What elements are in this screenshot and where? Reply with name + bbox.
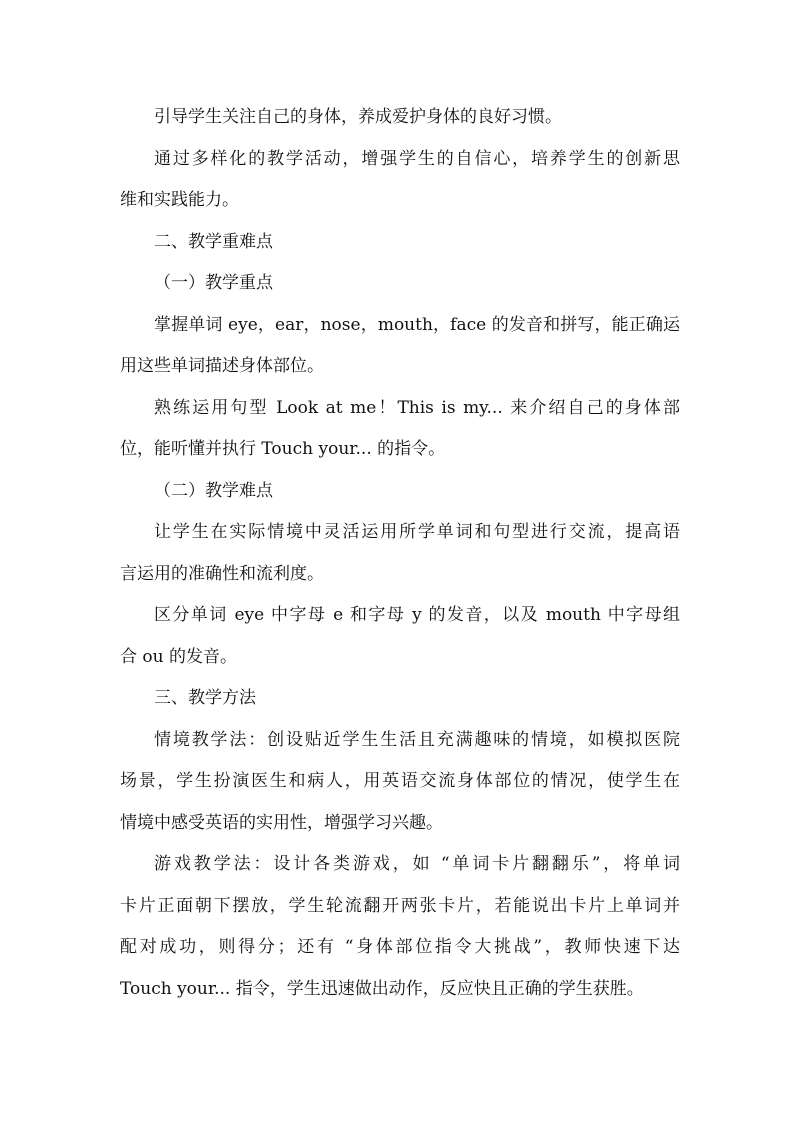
section-heading-teaching-methods: 三、教学方法: [154, 688, 256, 708]
paragraph-situational-method-line-3: 情境中感受英语的实用性，增强学习兴趣。: [120, 812, 443, 833]
paragraph-goal-habit-line-1: 引导学生关注自己的身体，养成爱护身体的良好习惯。: [154, 107, 562, 127]
paragraph-flexible-use-line-1: 让学生在实际情境中灵活运用所学单词和句型进行交流，提高语: [154, 522, 680, 542]
section-heading-key-difficult-points: 二、教学重难点: [154, 231, 273, 252]
paragraph-pronunciation-line-1: 区分单词 eye 中字母 e 和字母 y 的发音，以及 mouth 中字母组: [154, 605, 680, 625]
paragraph-flexible-use-line-2: 言运用的准确性和流利度。: [120, 563, 324, 584]
paragraph-vocabulary-line-1: 掌握单词 eye，ear，nose，mouth，face 的发音和拼写，能正确运: [154, 314, 680, 335]
paragraph-situational-method-line-2: 场景，学生扮演医生和病人，用英语交流身体部位的情况，使学生在: [120, 771, 680, 791]
paragraph-game-method-line-4: Touch your... 指令，学生迅速做出动作，反应快且正确的学生获胜。: [120, 978, 644, 999]
paragraph-vocabulary-line-2: 用这些单词描述身体部位。: [120, 356, 324, 376]
document-page: [120, 100, 680, 1013]
subsection-heading-key-points: （一）教学重点: [154, 273, 273, 293]
paragraph-goal-confidence-line-1: 通过多样化的教学活动，增强学生的自信心，培养学生的创新思: [154, 148, 680, 169]
paragraph-situational-method-line-1: 情境教学法：创设贴近学生生活且充满趣味的情境，如模拟医院: [154, 729, 680, 750]
paragraph-sentence-pattern-line-1: 熟练运用句型 Look at me！This is my... 来介绍自己的身体部: [154, 397, 680, 418]
paragraph-game-method-line-3: 配对成功，则得分；还有 “身体部位指令大挑战”，教师快速下达: [120, 937, 680, 957]
paragraph-sentence-pattern-line-2: 位，能听懂并执行 Touch your... 的指令。: [120, 439, 446, 459]
paragraph-game-method-line-2: 卡片正面朝下摆放，学生轮流翻开两张卡片，若能说出卡片上单词并: [120, 895, 680, 916]
paragraph-pronunciation-line-2: 合 ou 的发音。: [120, 646, 237, 667]
paragraph-goal-confidence-line-2: 维和实践能力。: [120, 190, 239, 210]
paragraph-game-method-line-1: 游戏教学法：设计各类游戏，如 “单词卡片翻翻乐”，将单词: [154, 854, 680, 874]
subsection-heading-difficult-points: （二）教学难点: [154, 480, 273, 501]
